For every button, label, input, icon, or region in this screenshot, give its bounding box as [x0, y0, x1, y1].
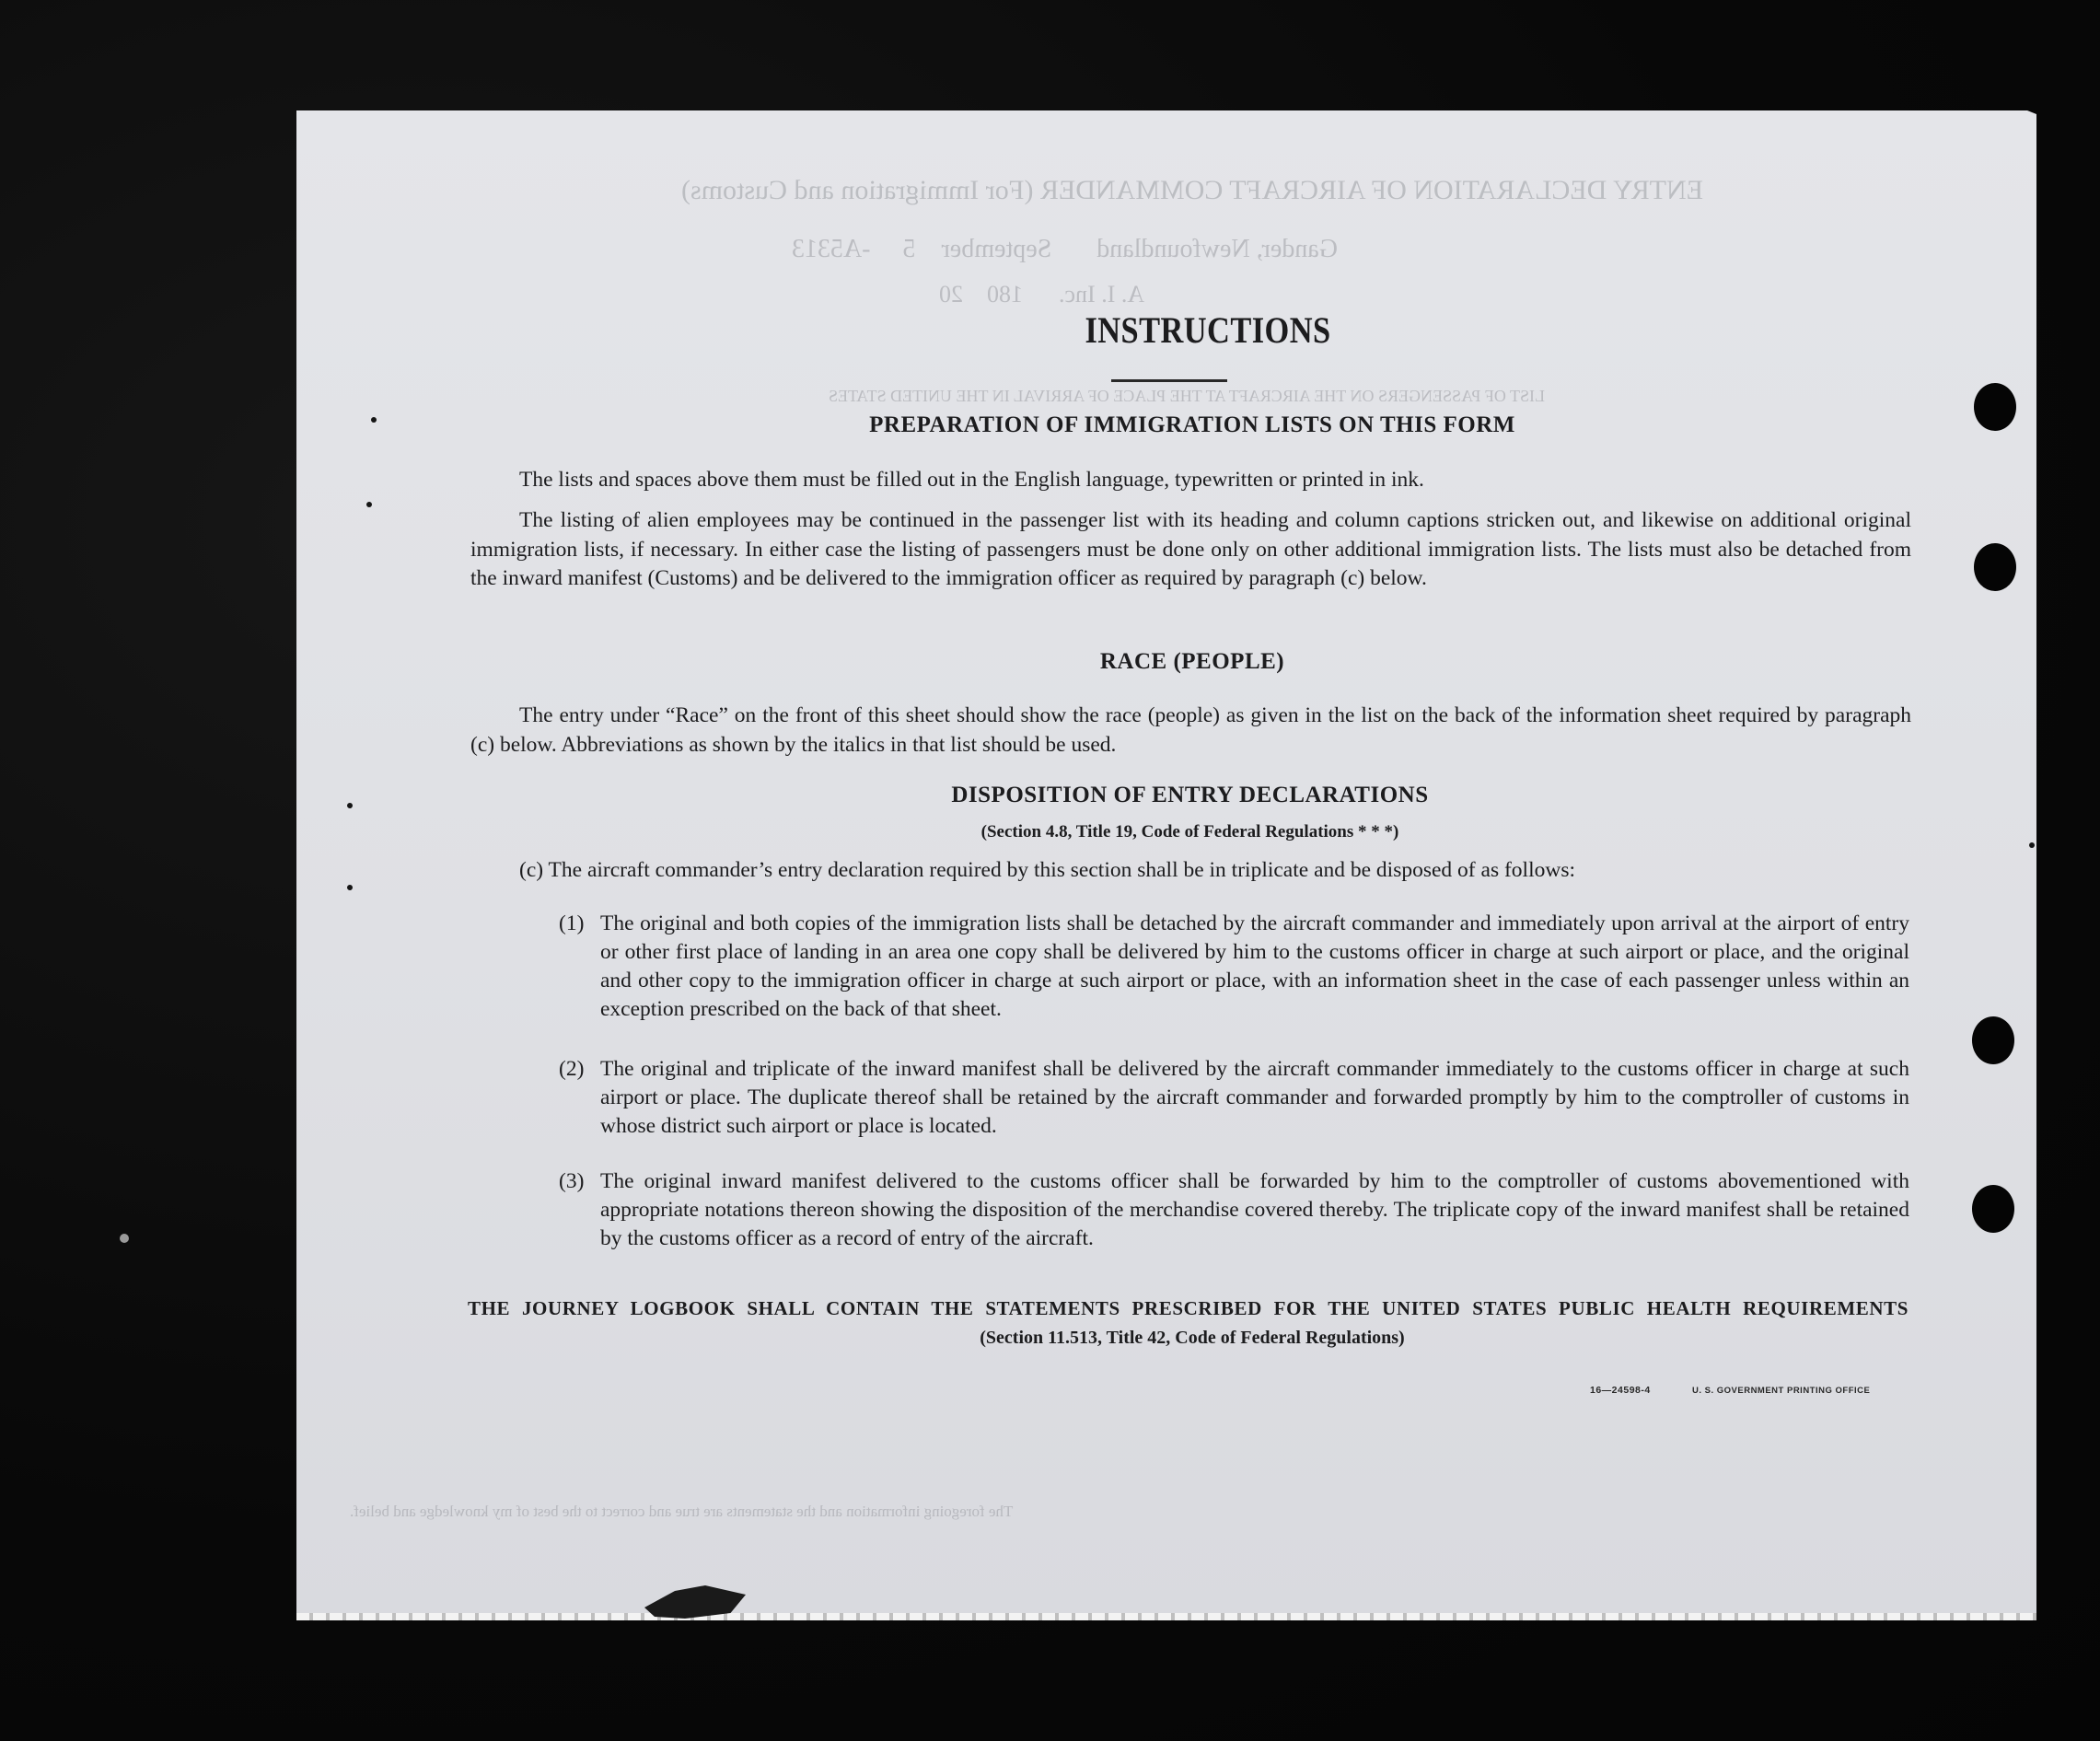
bleed-through-line: LIST OF PASSENGERS ON THE AIRCRAFT AT THE PLACE OF ARRIVAL IN THE UNITED STATES	[829, 387, 1546, 405]
section-heading-immigration-lists: PREPARATION OF IMMIGRATION LISTS ON THIS FORM	[869, 412, 1515, 437]
paragraph-race-entry	[470, 702, 1911, 760]
paragraph-triplicate-intro	[470, 856, 1911, 886]
bleed-through-line: Gander, Newfoundland September 5 -A5313	[792, 235, 1338, 263]
title-underline	[1111, 379, 1227, 382]
citation-section-4-8: (Section 4.8, Title 19, Code of Federal Regulations * * *)	[980, 822, 1399, 841]
list-item	[559, 1167, 1909, 1253]
list-item	[559, 1055, 1909, 1141]
form-number: 16—24598-4	[1590, 1385, 1651, 1396]
paragraph-text: The entry under “Race” on the front of this sheet should show the race (people) as given in the list on the back of the information sheet required by paragraph (c) below. Abbreviations as shown by the italics in that list should be used.	[470, 703, 1911, 757]
bleed-through-line: The foregoing information and the statements are true and correct to the best of my knowledge and belief.	[350, 1503, 1014, 1520]
public-health-statement: THE JOURNEY LOGBOOK SHALL CONTAIN THE STATEMENTS PRESCRIBED FOR THE UNITED STATES PUBLIC HEALTH REQUIREMENTS	[468, 1297, 1909, 1319]
paragraph-text: (c) The aircraft commander’s entry declaration required by this section shall be in triplicate and be disposed of as follows:	[519, 858, 1575, 882]
list-item-text: The original inward manifest delivered to the customs officer shall be forwarded by him to the comptroller of customs abovementioned with appropriate notations thereon showing the disposition of the merchandise covered thereby. The triplicate copy of the inward manifest shall be retained by the customs officer as a record of entry of the aircraft.	[600, 1169, 1909, 1250]
paragraph-english-language	[470, 466, 1911, 495]
paragraph-text: The lists and spaces above them must be filled out in the English language, typewritten or printed in ink.	[519, 468, 1424, 492]
list-item-text: The original and triplicate of the inward manifest shall be delivered by the aircraft commander immediately to the customs officer in charge at such airport or place. The duplicate thereof shall be retained by the aircraft commander and forwarded promptly by him to the comptroller of customs in whose district such airport or place is located.	[600, 1057, 1909, 1138]
bleed-through-line: A. I. Inc. 180 20	[939, 281, 1145, 308]
bleed-through-line: ENTRY DECLARATION OF AIRCRAFT COMMANDER (For Immigration and Customs)	[681, 175, 1704, 205]
list-item-number: (2)	[559, 1057, 585, 1081]
list-item-number: (1)	[559, 911, 585, 935]
list-item-text: The original and both copies of the immigration lists shall be detached by the aircraft commander and immediately upon arrival at the airport of entry or other first place of landing in an area one copy shall be delivered by him to the customs officer in charge at such airport or place, and the original and other copy to the immigration officer in charge at such airport or place, with an information sheet in the case of each passenger unless within an exception prescribed on the back of that sheet.	[600, 911, 1909, 1021]
paragraph-text: The listing of alien employees may be continued in the passenger list with its heading and column captions stricken out, and likewise on additional original immigration lists, if necessary. In either case the listing of passengers must be done only on other additional immigration lists. The lists must also be detached from the inward manifest (Customs) and be delivered to the immigration officer as required by paragraph (c) below.	[470, 508, 1911, 590]
list-item-number: (3)	[559, 1169, 585, 1193]
section-heading-race: RACE (PEOPLE)	[1099, 649, 1285, 674]
document-title: INSTRUCTIONS	[1085, 309, 1331, 351]
list-item	[559, 910, 1909, 1024]
citation-section-11-513: (Section 11.513, Title 42, Code of Federal Regulations)	[980, 1328, 1405, 1348]
section-heading-disposition: DISPOSITION OF ENTRY DECLARATIONS	[951, 783, 1429, 807]
paragraph-alien-employees	[470, 506, 1911, 594]
printer-imprint: U. S. GOVERNMENT PRINTING OFFICE	[1692, 1386, 1871, 1396]
